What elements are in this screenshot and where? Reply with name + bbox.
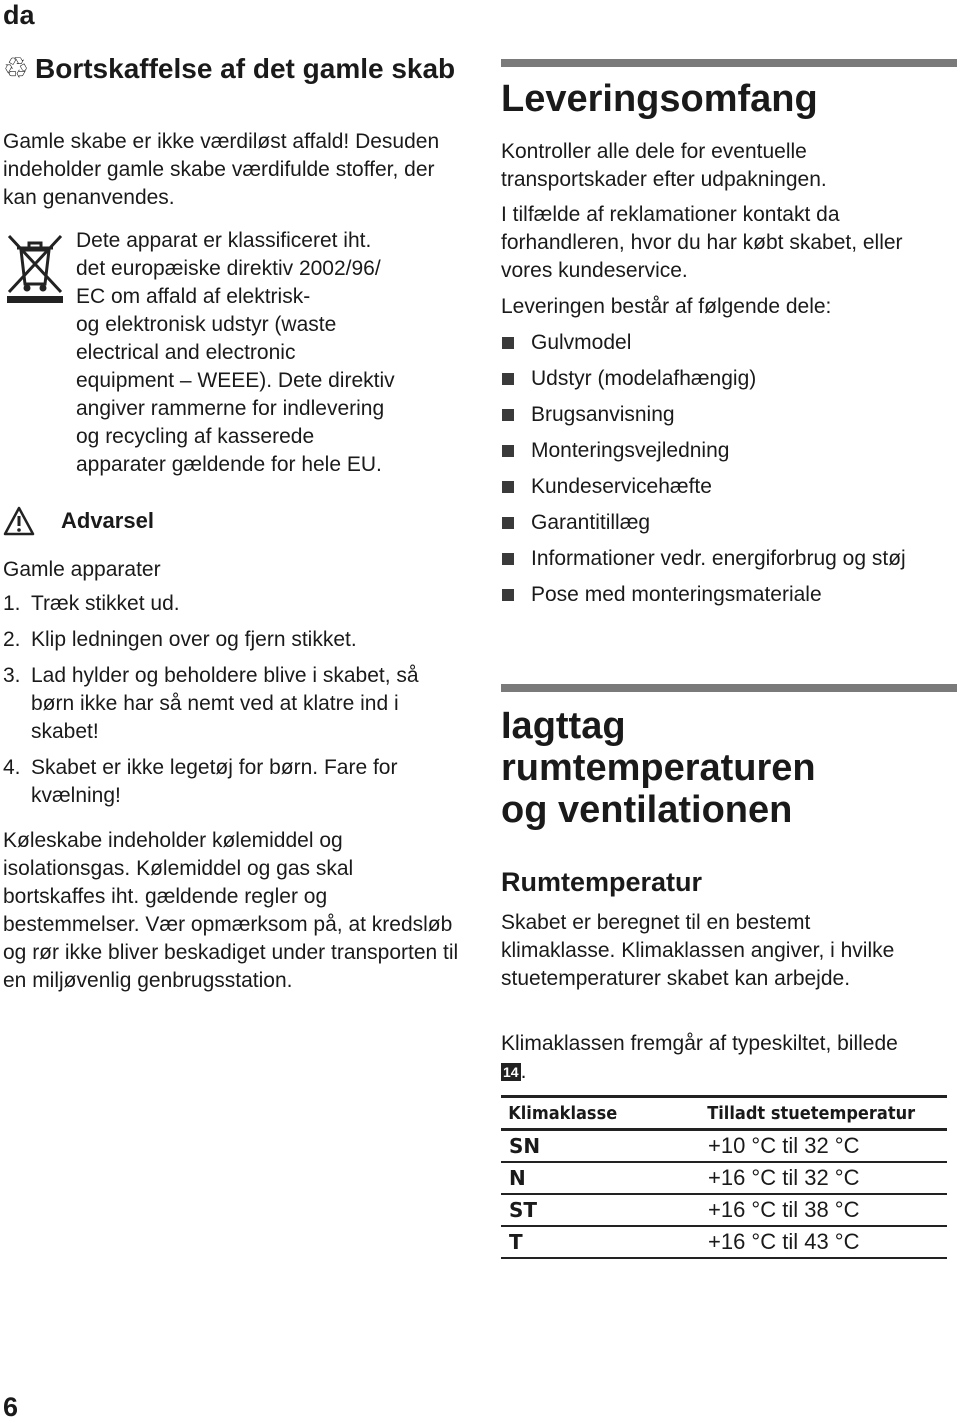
list-item-text: Monteringsvejledning <box>531 439 730 462</box>
bullet-square-icon <box>502 373 514 385</box>
step-text: Klip ledningen over og fjern stikket. <box>31 628 357 651</box>
delivery-paragraph: Kontroller alle dele for eventuelle transportskader efter udpakningen. <box>501 140 827 191</box>
list-item <box>3 590 465 618</box>
figure-number-badge: 14 <box>503 1064 519 1080</box>
bullet-square-icon <box>502 445 514 457</box>
figure-reference-text: Klimaklassen fremgår af typeskiltet, billede <box>501 1032 898 1055</box>
climate-class-cell: SN <box>509 1134 541 1158</box>
disposal-intro: Gamle skabe er ikke værdiløst affald! Desuden indeholder gamle skabe værdifulde stoffer, der kan genanvendes. <box>3 130 440 209</box>
table-header: Klimaklasse <box>508 1102 618 1124</box>
section-divider <box>501 684 957 692</box>
room-temperature-title: Rumtemperatur <box>501 867 703 897</box>
delivery-items-list <box>501 329 956 617</box>
temperature-range-cell: +16 °C til 43 °C <box>707 1229 860 1254</box>
bullet-square-icon <box>502 409 514 421</box>
warning-label: Advarsel <box>61 508 154 533</box>
list-item <box>3 662 465 746</box>
table-header-row <box>501 1097 947 1130</box>
warning-heading <box>3 504 154 538</box>
climate-class-table <box>501 1095 947 1259</box>
recycle-icon: ♲ <box>3 53 29 85</box>
bullet-square-icon <box>502 553 514 565</box>
delivery-title: Leveringsomfang <box>501 78 818 120</box>
list-item <box>501 581 956 609</box>
delivery-paragraph: Leveringen består af følgende dele: <box>501 295 832 318</box>
list-item <box>501 365 956 393</box>
weee-bin-icon <box>5 232 65 304</box>
weee-line: det europæiske direktiv 2002/96/ <box>76 257 381 280</box>
temperature-range-cell: +16 °C til 38 °C <box>707 1197 860 1222</box>
list-item-text: Informationer vedr. energiforbrug og støj <box>531 547 906 570</box>
table-row <box>501 1162 947 1194</box>
table-row <box>501 1194 947 1226</box>
step-number: 2. <box>3 628 21 651</box>
ambient-title-line: Iagttag <box>501 705 626 747</box>
room-temperature-paragraph: Skabet er beregnet til en bestemt klimaklasse. Klimaklassen angiver, i hvilke stuetemperaturer skabet kan arbejde. <box>501 911 895 990</box>
list-item <box>501 437 956 465</box>
list-item-text: Brugsanvisning <box>531 403 675 426</box>
list-item-text: Gulvmodel <box>531 331 632 354</box>
list-item-text: Pose med monteringsmateriale <box>531 583 822 606</box>
step-number: 1. <box>3 592 21 615</box>
step-text: Træk stikket ud. <box>31 592 180 615</box>
list-item <box>501 401 956 429</box>
refrigerant-text: Køleskabe indeholder kølemiddel og isolationsgas. Kølemiddel og gas skal bortskaffes iht. gældende regler og bestemmelser. Vær opmærksom på, at kredsløb og rør ikke bliver beskadiget under transporten til en miljøvenlig genbrugsstation. <box>3 829 459 992</box>
temperature-range-cell: +10 °C til 32 °C <box>707 1133 860 1158</box>
climate-class-cell: N <box>509 1166 526 1190</box>
climate-class-cell: ST <box>509 1198 538 1222</box>
bullet-square-icon <box>502 589 514 601</box>
list-item-text: Kundeservicehæfte <box>531 475 712 498</box>
weee-line: apparater gældende for hele EU. <box>76 453 382 476</box>
list-item-text: Udstyr (modelafhængig) <box>531 367 757 390</box>
step-text: Skabet er ikke legetøj for børn. Fare for kvælning! <box>31 756 398 807</box>
bullet-square-icon <box>502 481 514 493</box>
list-item <box>501 509 956 537</box>
disposal-heading <box>3 52 465 86</box>
ambient-title-line: og ventilationen <box>501 789 793 831</box>
list-item <box>3 626 465 654</box>
language-code: da <box>3 0 35 30</box>
list-item-text: Garantitillæg <box>531 511 651 534</box>
ambient-title-line: rumtemperaturen <box>501 747 816 789</box>
page-number: 6 <box>3 1392 19 1422</box>
period: . <box>520 1060 527 1083</box>
delivery-paragraph: I tilfælde af reklamationer kontakt da forhandleren, hvor du har købt skabet, eller vores kundeservice. <box>501 203 903 282</box>
room-temperature-paragraph <box>501 1030 921 1086</box>
list-item <box>3 754 465 810</box>
weee-line: equipment – WEEE). Dete direktiv <box>76 369 395 392</box>
weee-text <box>76 227 466 479</box>
temperature-range-cell: +16 °C til 32 °C <box>707 1165 860 1190</box>
weee-line: og elektronisk udstyr (waste <box>76 313 337 336</box>
climate-class-cell: T <box>509 1230 523 1254</box>
old-appliances-label: Gamle apparater <box>3 558 161 581</box>
section-divider <box>501 59 957 67</box>
table-row <box>501 1130 947 1163</box>
weee-line: og recycling af kasserede <box>76 425 315 448</box>
list-item <box>501 545 956 573</box>
list-item <box>501 329 956 357</box>
ambient-title <box>501 705 956 831</box>
table-row <box>501 1226 947 1258</box>
weee-line: electrical and electronic <box>76 341 296 364</box>
weee-line: angiver rammerne for indlevering <box>76 397 385 420</box>
bullet-square-icon <box>502 337 514 349</box>
step-text: Lad hylder og beholdere blive i skabet, så børn ikke har så nemt ved at klatre ind i skabet! <box>31 664 419 743</box>
weee-line: Dete apparat er klassificeret iht. <box>76 229 372 252</box>
step-number: 4. <box>3 756 21 779</box>
weee-line: EC om affald af elektrisk- <box>76 285 311 308</box>
bullet-square-icon <box>502 517 514 529</box>
table-header: Tilladt stuetemperatur <box>707 1102 916 1124</box>
list-item <box>501 473 956 501</box>
warning-triangle-icon <box>3 506 35 536</box>
step-number: 3. <box>3 664 21 687</box>
disposal-steps <box>3 590 465 818</box>
disposal-title: Bortskaffelse af det gamle skab <box>35 53 456 84</box>
